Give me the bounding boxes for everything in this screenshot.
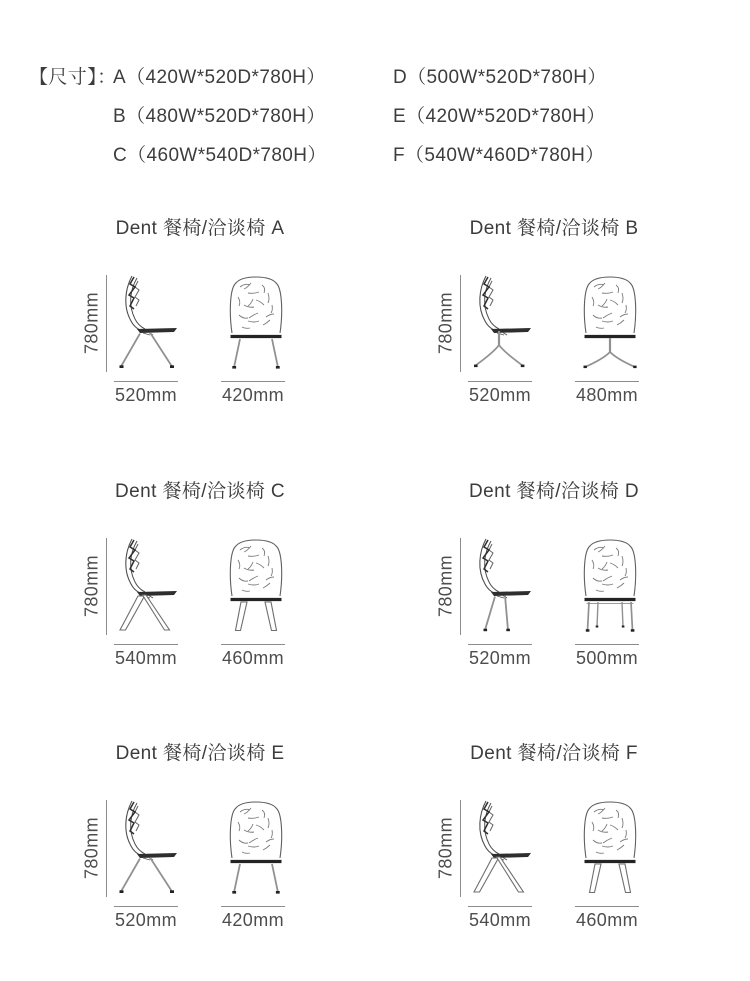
dimension-line <box>468 644 532 645</box>
dimension-line <box>221 906 285 907</box>
dimension-line <box>575 381 639 382</box>
width-dimension <box>575 906 639 931</box>
depth-dimension <box>114 906 178 931</box>
width-dimension <box>221 906 285 931</box>
chair-front-view-drawing <box>574 800 640 897</box>
dimension-line <box>114 644 178 645</box>
chair-front-view-drawing <box>220 800 286 897</box>
height-dimension-label: 780mm <box>81 816 102 880</box>
dimension-line <box>575 644 639 645</box>
height-dimension-label: 780mm <box>81 291 102 355</box>
height-dimension <box>435 538 461 635</box>
dimension-line <box>468 906 532 907</box>
chair-side-view-drawing <box>469 800 535 897</box>
dimension-line <box>114 906 178 907</box>
size-header-label: 【尺寸】： <box>29 67 117 88</box>
depth-dimension-label: 540mm <box>468 910 532 930</box>
height-dimension <box>81 800 107 897</box>
depth-dimension-label: 520mm <box>468 648 532 668</box>
width-dimension <box>221 644 285 669</box>
chair-side-view-drawing <box>115 538 181 635</box>
width-dimension-label: 480mm <box>575 385 639 405</box>
section-dent-chair-a <box>60 205 340 417</box>
dimension-line <box>114 381 178 382</box>
depth-dimension <box>114 644 178 669</box>
size-item-a: A（420W*520D*780H） <box>113 67 326 88</box>
dimension-line <box>221 381 285 382</box>
height-dimension <box>81 275 107 372</box>
depth-dimension-label: 540mm <box>114 648 178 668</box>
width-dimension <box>575 644 639 669</box>
height-dimension <box>435 275 461 372</box>
section-title: Dent 餐椅/洽谈椅 B <box>469 218 639 239</box>
width-dimension-label: 420mm <box>221 910 285 930</box>
width-dimension-label: 420mm <box>221 385 285 405</box>
height-dimension <box>81 538 107 635</box>
section-title: Dent 餐椅/洽谈椅 F <box>470 743 638 764</box>
width-dimension <box>575 381 639 406</box>
section-dent-chair-e <box>60 730 340 942</box>
dimension-line <box>575 906 639 907</box>
section-title: Dent 餐椅/洽谈椅 D <box>469 481 639 502</box>
height-dimension-label: 780mm <box>435 816 456 880</box>
section-dent-chair-b <box>414 205 694 417</box>
depth-dimension <box>468 381 532 406</box>
section-title: Dent 餐椅/洽谈椅 A <box>115 218 285 239</box>
size-header-row-1 <box>0 62 750 90</box>
height-dimension <box>435 800 461 897</box>
size-item-e: E（420W*520D*780H） <box>393 106 606 127</box>
width-dimension-label: 460mm <box>221 648 285 668</box>
depth-dimension <box>114 381 178 406</box>
height-dimension-label: 780mm <box>435 554 456 618</box>
chair-side-view-drawing <box>469 538 535 635</box>
size-header-row-3 <box>0 140 750 168</box>
section-dent-chair-d <box>414 468 694 680</box>
chair-front-view-drawing <box>574 538 640 635</box>
size-item-d: D（500W*520D*780H） <box>393 67 607 88</box>
depth-dimension-label: 520mm <box>468 385 532 405</box>
chair-side-view-drawing <box>469 275 535 372</box>
depth-dimension-label: 520mm <box>114 910 178 930</box>
chair-front-view-drawing <box>220 538 286 635</box>
height-dimension-label: 780mm <box>435 291 456 355</box>
width-dimension <box>221 381 285 406</box>
dimension-line <box>468 381 532 382</box>
dimension-line <box>221 644 285 645</box>
section-dent-chair-f <box>414 730 694 942</box>
chair-front-view-drawing <box>220 275 286 372</box>
size-item-b: B（480W*520D*780H） <box>113 106 326 127</box>
section-title: Dent 餐椅/洽谈椅 E <box>115 743 285 764</box>
chair-side-view-drawing <box>115 275 181 372</box>
size-header-row-2 <box>0 101 750 129</box>
depth-dimension <box>468 906 532 931</box>
depth-dimension <box>468 644 532 669</box>
size-item-f: F（540W*460D*780H） <box>393 145 605 166</box>
size-item-c: C（460W*540D*780H） <box>113 145 327 166</box>
chair-front-view-drawing <box>574 275 640 372</box>
width-dimension-label: 500mm <box>575 648 639 668</box>
depth-dimension-label: 520mm <box>114 385 178 405</box>
section-dent-chair-c <box>60 468 340 680</box>
height-dimension-label: 780mm <box>81 554 102 618</box>
chair-side-view-drawing <box>115 800 181 897</box>
section-title: Dent 餐椅/洽谈椅 C <box>115 481 285 502</box>
width-dimension-label: 460mm <box>575 910 639 930</box>
